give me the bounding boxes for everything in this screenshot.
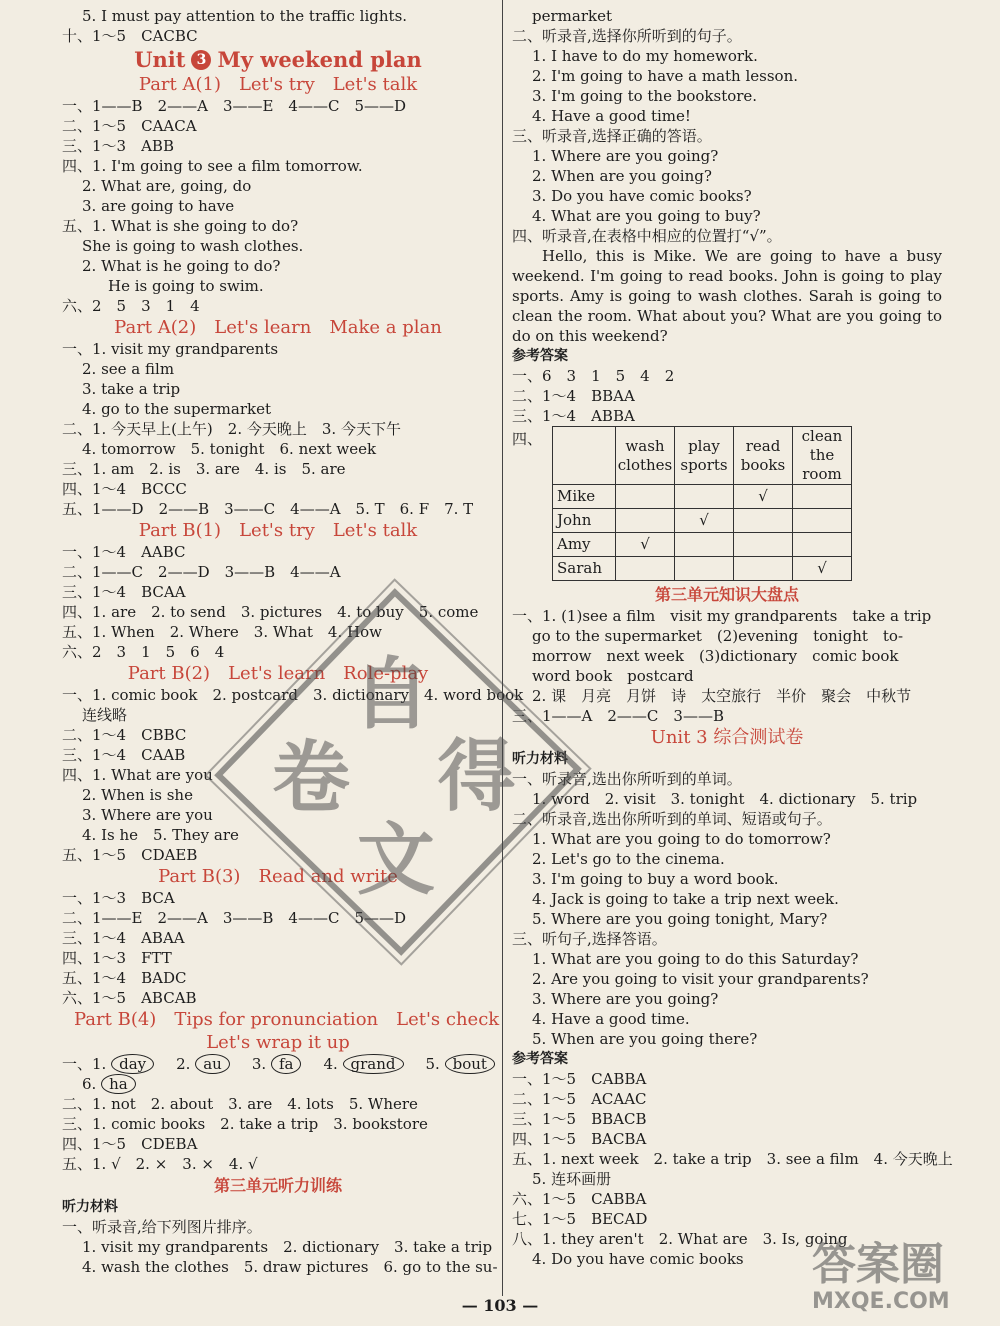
watermark bbox=[812, 1240, 992, 1320]
table-cell: √ bbox=[616, 533, 675, 557]
text-line: 五、1——D 2——B 3——C 4——A 5. T 6. F 7. T bbox=[62, 500, 474, 518]
item-number: 1. bbox=[92, 1055, 107, 1073]
text-line: 二、1——C 2——D 3——B 4——A bbox=[62, 563, 341, 581]
section-heading: Part B(2) Let's learn Role-play bbox=[127, 663, 429, 684]
text-line: 一、1～4 AABC bbox=[62, 543, 186, 561]
text-line: 三、听句子,选择答语。 bbox=[512, 930, 667, 948]
text-line: 3. take a trip bbox=[82, 380, 181, 398]
item-prefix: 一、 bbox=[62, 1055, 93, 1073]
text-line: 4. Have a good time! bbox=[532, 107, 691, 125]
text-line: 一、1. (1)see a film visit my grandparents take a trip bbox=[512, 607, 932, 625]
table-cell bbox=[734, 557, 793, 581]
row-name: John bbox=[553, 509, 616, 533]
text-line: 二、1～5 CAACA bbox=[62, 117, 197, 135]
item-number: 6. bbox=[82, 1075, 97, 1093]
text-line: 三、1～5 BBACB bbox=[512, 1110, 647, 1128]
text-line: 四、听录音,在表格中相应的位置打“√”。 bbox=[512, 227, 782, 245]
text-line: 三、听录音,选择正确的答语。 bbox=[512, 127, 712, 145]
circled-answers bbox=[62, 1054, 494, 1074]
text-line: 四、1～5 BACBA bbox=[512, 1130, 647, 1148]
text-line: 三、1～4 BCAA bbox=[62, 583, 186, 601]
text-line: 三、1～4 ABBA bbox=[512, 407, 635, 425]
table-cell: √ bbox=[734, 485, 793, 509]
text-line: 连线略 bbox=[82, 706, 128, 724]
text-line: 二、1. not 2. about 3. are 4. lots 5. Where bbox=[62, 1095, 418, 1113]
table-cell bbox=[734, 533, 793, 557]
table-cell bbox=[616, 509, 675, 533]
text-line: 一、1. visit my grandparents bbox=[62, 340, 279, 358]
text-line: 三、1. am 2. is 3. are 4. is 5. are bbox=[62, 460, 346, 478]
text-line: 三、1～4 CAAB bbox=[62, 746, 186, 764]
text-line: 2. see a film bbox=[82, 360, 175, 378]
stamp-char: 文 bbox=[356, 815, 435, 906]
text-line: 一、1～5 CABBA bbox=[512, 1070, 647, 1088]
column-header: wash clothes bbox=[616, 427, 675, 485]
table-cell bbox=[793, 509, 852, 533]
table-cell bbox=[793, 485, 852, 509]
text-line: 4. go to the supermarket bbox=[82, 400, 271, 418]
text-line: 二、1～5 ACAAC bbox=[512, 1090, 647, 1108]
section-heading: Part B(1) Let's try Let's talk bbox=[138, 520, 418, 541]
stamp-char: 自 bbox=[352, 649, 431, 740]
text-line: 三、1～4 ABAA bbox=[62, 929, 185, 947]
stamp-char: 卷 bbox=[271, 733, 351, 824]
table-cell bbox=[675, 485, 734, 509]
stamp-char: 得 bbox=[437, 731, 516, 822]
text-line: 三、1——A 2——C 3——B bbox=[512, 707, 724, 725]
text-line: 六、2 5 3 1 4 bbox=[62, 297, 200, 315]
section-heading: Unit 3 综合测试卷 bbox=[650, 727, 804, 748]
text-line: 四、1～3 FTT bbox=[62, 949, 172, 967]
text-line: 3. I'm going to buy a word book. bbox=[532, 870, 779, 888]
text-line: 1. What are you going to do this Saturday? bbox=[532, 950, 859, 968]
text-line: He is going to swim. bbox=[108, 277, 264, 295]
table-row bbox=[553, 557, 852, 581]
text-line: 5. 连环画册 bbox=[532, 1170, 612, 1188]
right-column bbox=[512, 6, 953, 1269]
text-line: 四、1～5 CDEBA bbox=[62, 1135, 198, 1153]
text-line: 4. wash the clothes 5. draw pictures 6. go to the su- bbox=[82, 1258, 498, 1276]
text-line: 3. Where are you going? bbox=[532, 990, 719, 1008]
section-heading: 第三单元知识大盘点 bbox=[654, 585, 799, 604]
table-cell bbox=[793, 533, 852, 557]
text-line: 1. Where are you going? bbox=[532, 147, 719, 165]
table-cell: √ bbox=[793, 557, 852, 581]
text-line: 一、听录音,给下列图片排序。 bbox=[62, 1218, 262, 1236]
text-line: go to the supermarket (2)evening tonight to-morrow next week (3)dictionary comic book word book postcard bbox=[532, 627, 914, 685]
circled-letters: bout bbox=[445, 1054, 495, 1074]
column-divider bbox=[502, 0, 503, 1296]
table-cell bbox=[675, 557, 734, 581]
text-line: 三、1. comic books 2. take a trip 3. bookstore bbox=[62, 1115, 428, 1133]
watermark-url: MXQE.COM bbox=[812, 1289, 950, 1314]
text-line: 1. I have to do my homework. bbox=[532, 47, 758, 65]
text-line: 五、1. √ 2. × 3. × 4. √ bbox=[62, 1155, 258, 1173]
text-line: 二、听录音,选择你所听到的句子。 bbox=[512, 27, 742, 45]
text-line: 六、2 3 1 5 6 4 bbox=[62, 643, 225, 661]
subheading: 听力材料 bbox=[62, 1199, 118, 1215]
text-line: permarket bbox=[532, 7, 612, 25]
text-line: 2. When are you going? bbox=[532, 167, 712, 185]
column-header: read books bbox=[734, 427, 793, 485]
item-number: 3. bbox=[251, 1055, 267, 1073]
text-line: 四、1. What are you bbox=[62, 766, 213, 784]
section-heading: 第三单元听力训练 bbox=[213, 1176, 342, 1195]
text-line: 四、1. I'm going to see a film tomorrow. bbox=[62, 157, 363, 175]
unit-title bbox=[62, 46, 494, 73]
column-header bbox=[553, 427, 616, 485]
item-number: 4. bbox=[323, 1055, 338, 1073]
text-line: 五、1. next week 2. take a trip 3. see a film 4. 今天晚上 bbox=[512, 1150, 953, 1168]
text-line: 2. What are, going, do bbox=[82, 177, 252, 195]
item-number: 2. bbox=[176, 1055, 191, 1073]
item-prefix: 四、 bbox=[512, 430, 543, 448]
unit-number-badge: 3 bbox=[191, 50, 211, 70]
text-line: 1. What are you going to do tomorrow? bbox=[532, 830, 831, 848]
text-line: 2. Are you going to visit your grandparents? bbox=[532, 970, 869, 988]
circled-letters: fa bbox=[271, 1054, 302, 1074]
text-line: 4. Have a good time. bbox=[532, 1010, 690, 1028]
text-line: 七、1～5 BECAD bbox=[512, 1210, 648, 1228]
text-line: 八、1. they aren't 2. What are 3. Is, going bbox=[512, 1230, 848, 1248]
row-name: Sarah bbox=[553, 557, 616, 581]
text-line: 六、1～5 CABBA bbox=[512, 1190, 647, 1208]
subheading: 参考答案 bbox=[512, 348, 568, 364]
table-header-row bbox=[553, 427, 852, 485]
column-header: clean the room bbox=[793, 427, 852, 485]
text-line: 3. Where are you bbox=[82, 806, 213, 824]
circled-answers bbox=[62, 1074, 494, 1094]
table-cell bbox=[734, 509, 793, 533]
text-line: 三、1～3 ABB bbox=[62, 137, 174, 155]
text-line: 5. Where are you going tonight, Mary? bbox=[532, 910, 828, 928]
table-cell bbox=[616, 557, 675, 581]
text-line: 4. What are you going to buy? bbox=[532, 207, 761, 225]
section-heading: Part A(1) Let's try Let's talk bbox=[138, 74, 418, 95]
text-line: 二、1～4 BBAA bbox=[512, 387, 635, 405]
table-cell bbox=[616, 485, 675, 509]
text-line: 二、听录音,选出你所听到的单词、短语或句子。 bbox=[512, 810, 832, 828]
text-line: 2. I'm going to have a math lesson. bbox=[532, 67, 798, 85]
passage: Hello, this is Mike. We are going to have a busy weekend. I'm going to read books. John is going to play sports. Amy is going to wash clothes. Sarah is going to clean the room. What about you? What are you going to do on this weekend? bbox=[512, 247, 942, 345]
text-line: 2. Let's go to the cinema. bbox=[532, 850, 725, 868]
circled-letters: au bbox=[195, 1054, 230, 1074]
text-line: 一、6 3 1 5 4 2 bbox=[512, 367, 675, 385]
text-line: 3. Do you have comic books? bbox=[532, 187, 752, 205]
text-line: 四、1～4 BCCC bbox=[62, 480, 187, 498]
text-line: 四、1. are 2. to send 3. pictures 4. to buy 5. come bbox=[62, 603, 479, 621]
answer-table-block bbox=[512, 426, 942, 581]
text-line: 五、1. When 2. Where 3. What 4. How bbox=[62, 623, 382, 641]
text-line: 五、1～4 BADC bbox=[62, 969, 187, 987]
text-line: 5. I must pay attention to the traffic lights. bbox=[82, 7, 408, 25]
text-line: 二、1. 今天早上(上午) 2. 今天晚上 3. 今天下午 bbox=[62, 420, 401, 438]
table-row bbox=[553, 485, 852, 509]
text-line: 二、1～4 CBBC bbox=[62, 726, 187, 744]
text-line: 一、1. comic book 2. postcard 3. dictionary 4. word book bbox=[62, 686, 524, 704]
table-cell bbox=[675, 533, 734, 557]
text-line: 五、1～5 CDAEB bbox=[62, 846, 198, 864]
circled-letters: ha bbox=[101, 1074, 136, 1094]
table-row bbox=[553, 509, 852, 533]
section-heading: Part B(4) Tips for pronunciation Let's check bbox=[74, 1009, 500, 1030]
text-line: 六、1～5 ABCAB bbox=[62, 989, 197, 1007]
text-line: 4. Jack is going to take a trip next week. bbox=[532, 890, 839, 908]
text-line: 2. When is she bbox=[82, 786, 193, 804]
text-line: 1. word 2. visit 3. tonight 4. dictionary 5. trip bbox=[532, 790, 918, 808]
section-heading: Let's wrap it up bbox=[206, 1032, 350, 1053]
section-heading: Part B(3) Read and write bbox=[158, 866, 398, 887]
page-number: — 103 — bbox=[461, 1296, 539, 1315]
circled-letters: grand bbox=[343, 1054, 404, 1074]
watermark-title: 答案圈 bbox=[812, 1239, 944, 1290]
table-row bbox=[553, 533, 852, 557]
text-line: 1. visit my grandparents 2. dictionary 3. take a trip bbox=[82, 1238, 493, 1256]
text-line: 2. What is he going to do? bbox=[82, 257, 281, 275]
text-line: 一、1——B 2——A 3——E 4——C 5——D bbox=[62, 97, 407, 115]
text-line: 5. When are you going there? bbox=[532, 1030, 758, 1048]
circled-letters: day bbox=[111, 1054, 154, 1074]
unit-label: Unit bbox=[134, 47, 186, 72]
subheading: 参考答案 bbox=[512, 1051, 568, 1067]
text-line: 4. Do you have comic books bbox=[532, 1250, 744, 1268]
column-header: play sports bbox=[675, 427, 734, 485]
text-line: 4. Is he 5. They are bbox=[82, 826, 239, 844]
text-line: 4. tomorrow 5. tonight 6. next week bbox=[82, 440, 377, 458]
section-heading: Part A(2) Let's learn Make a plan bbox=[114, 317, 442, 338]
answer-table bbox=[552, 426, 852, 581]
text-line: 十、1～5 CACBC bbox=[62, 27, 198, 45]
text-line: 五、1. What is she going to do? bbox=[62, 217, 299, 235]
row-name: Mike bbox=[553, 485, 616, 509]
text-line: 二、1——E 2——A 3——B 4——C 5——D bbox=[62, 909, 407, 927]
row-name: Amy bbox=[553, 533, 616, 557]
text-line: 一、1～3 BCA bbox=[62, 889, 175, 907]
text-line: She is going to wash clothes. bbox=[82, 237, 304, 255]
text-line: 3. are going to have bbox=[82, 197, 235, 215]
table-cell: √ bbox=[675, 509, 734, 533]
text-line: 一、听录音,选出你所听到的单词。 bbox=[512, 770, 742, 788]
subheading: 听力材料 bbox=[512, 751, 568, 767]
item-number: 5. bbox=[425, 1055, 440, 1073]
text-line: 3. I'm going to the bookstore. bbox=[532, 87, 758, 105]
text-line: 2. 课 月亮 月饼 诗 太空旅行 半价 聚会 中秋节 bbox=[532, 687, 912, 705]
unit-name: My weekend plan bbox=[217, 47, 422, 72]
